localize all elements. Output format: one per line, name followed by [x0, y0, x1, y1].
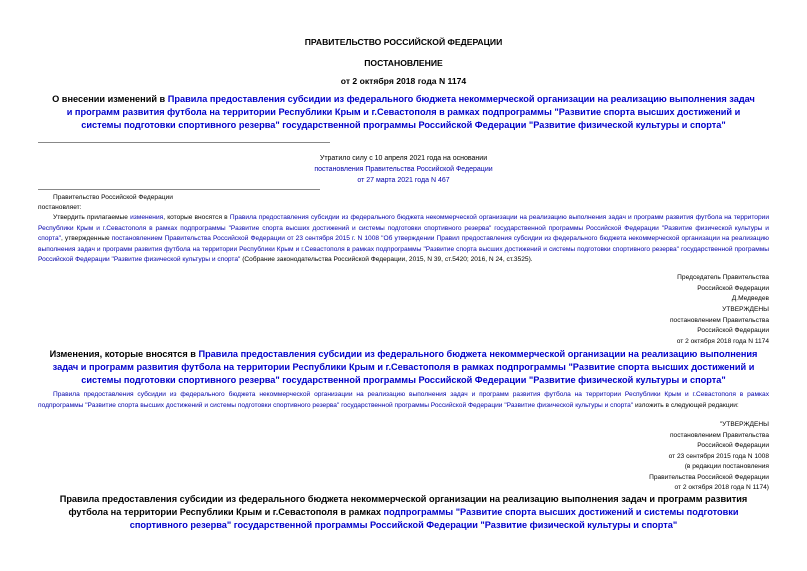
- signature-name: Д.Медведев: [731, 295, 769, 302]
- paragraph-text: (Собрание законодательства Российской Федерации, 2015, N 39, ст.5420; 2016, N 24, ст.3525).: [240, 256, 533, 263]
- approval-line: (в редакции постановления: [684, 463, 769, 470]
- approval-line: Российской Федерации: [697, 442, 769, 449]
- approval-line: постановлением Правительства: [669, 316, 769, 324]
- rules-link[interactable]: Правила предоставления субсидии из федерального бюджета некоммерческой организации на реализацию выполнения задач и программ развития футбола на территории Республики Крым и г.Севастополя в рамках подпрограммы "Развитие спорта высших достижений и системы подготовки спортивного резерва" государственной программы Российской Федерации "Развитие физической культуры и спорта": [66, 94, 755, 130]
- resolves-line: постановляет:: [38, 204, 82, 211]
- approval-stamp-original: [500, 420, 769, 494]
- document-title-prefix: О внесении изменений в: [52, 94, 168, 104]
- paragraph-text: , утвержденные: [61, 235, 112, 242]
- resolution-paragraph: [38, 213, 769, 266]
- document-type: ПОСТАНОВЛЕНИЕ: [364, 58, 443, 68]
- rules-title-prefix: Правила предоставления субсидии из федерального бюджета некоммерческой организации на реализацию выполнения задач и программ развития футбола на территории Республики Крым и г.Севастополя в рамках: [59, 494, 748, 517]
- repeal-decree-link[interactable]: постановления Правительства Российской Федерации: [314, 166, 493, 173]
- government-name: ПРАВИТЕЛЬСТВО РОССИЙСКОЙ ФЕДЕРАЦИИ: [304, 37, 503, 47]
- approval-line: Российской Федерации: [697, 327, 769, 334]
- approval-stamp: [500, 305, 769, 347]
- rules-link[interactable]: Правила предоставления субсидии из федерального бюджета некоммерческой организации на реализацию выполнения задач и программ развития футбола на территории Республики Крым и г.Севастополя в рамках подпрограммы "Развитие спорта высших достижений и системы подготовки спортивного резерва" государственной программы Российской Федерации "Развитие физической культуры и спорта": [38, 391, 769, 409]
- repeal-notice-line: Утратило силу с 10 апреля 2021 года на основании: [319, 155, 488, 162]
- approval-line: от 23 сентября 2015 года N 1008: [668, 452, 769, 460]
- signature-line: Российской Федерации: [697, 284, 769, 292]
- approval-line: от 2 октября 2018 года N 1174): [674, 484, 769, 491]
- approval-line: от 2 октября 2018 года N 1174: [676, 337, 769, 345]
- approval-line: "УТВЕРЖДЕНЫ: [719, 421, 769, 428]
- changes-paragraph: [38, 390, 769, 411]
- approval-line: постановлением Правительства: [669, 431, 769, 439]
- repeal-decree-date-link[interactable]: от 27 марта 2021 года N 467: [357, 177, 450, 184]
- changes-title-prefix: Изменения, которые вносятся в: [49, 349, 199, 359]
- divider: [38, 142, 330, 143]
- document-title: [50, 93, 757, 132]
- rules-title: [40, 493, 767, 532]
- decree-1008-link[interactable]: постановлением Правительства Российской Федерации от 23 сентября 2015 г. N 1008 "Об утверждении Правил предоставления субсидии из федерального бюджета некоммерческой организации на реализацию выполнения задач и программ развития футбола на территории Республики Крым и г.Севастополя в рамках подпрограммы "Развитие спорта высших достижений и системы подготовки спортивного резерва" государственной программы Российской Федерации "Развитие физической культуры и спорта": [38, 235, 769, 263]
- approval-line: Правительства Российской Федерации: [649, 473, 769, 481]
- rules-link[interactable]: Правила предоставления субсидии из федерального бюджета некоммерческой организации на реализацию выполнения задач и программ развития футбола на территории Республики Крым и г.Севастополя в рамках подпрограммы "Развитие спорта высших достижений и системы подготовки спортивного резерва" государственной программы Российской Федерации "Развитие физической культуры и спорта": [52, 349, 758, 385]
- signature-block: [500, 273, 769, 305]
- divider: [38, 189, 320, 190]
- paragraph-text: , которые вносятся в: [163, 214, 230, 221]
- changes-title: [40, 348, 767, 387]
- document-date-number: от 2 октября 2018 года N 1174: [340, 76, 467, 86]
- government-line: Правительство Российской Федерации: [53, 194, 173, 201]
- changes-link[interactable]: изменения: [130, 214, 164, 221]
- approval-line: УТВЕРЖДЕНЫ: [722, 306, 769, 313]
- subprogram-link[interactable]: подпрограммы "Развитие спорта высших достижений и системы подготовки спортивного резерва" государственной программы Российской Федерации "Развитие физической культуры и спорта": [129, 507, 739, 530]
- rules-link[interactable]: Правила предоставления субсидии из федерального бюджета некоммерческой организации на реализацию выполнения задач и программ развития футбола на территории Республики Крым и г.Севастополя в рамках подпрограммы "Развитие спорта высших достижений и системы подготовки спортивного резерва" государственной программы Российской Федерации "Развитие физической культуры и спорта": [38, 214, 770, 242]
- paragraph-text: Утвердить прилагаемые: [53, 214, 131, 221]
- paragraph-text: изложить в следующей редакции:: [633, 401, 739, 409]
- signature-line: Председатель Правительства: [677, 274, 769, 281]
- repeal-notice: [200, 153, 607, 186]
